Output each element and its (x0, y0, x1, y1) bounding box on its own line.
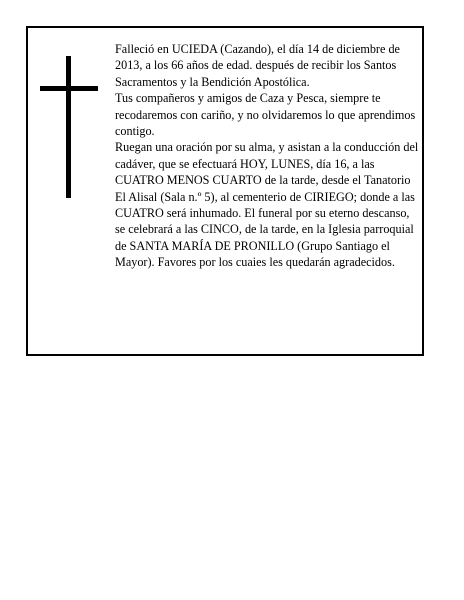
notice-text (115, 41, 420, 271)
cross-vertical-bar (66, 56, 71, 198)
cross-horizontal-bar (40, 86, 98, 91)
notice-paragraph-funeral: Ruegan una oración por su alma, y asistan a la conducción del cadáver, que se efectuará HOY, LUNES, día 16, a las CUATRO MENOS CUARTO de la tarde, desde el Tanatorio El Alisal (Sala n.º 5), al cementerio de CIRIEGO; donde a las CUATRO será inhumado. El funeral por su eterno descanso, se celebrará a las CINCO, de la tarde, en la Iglesia parroquial de SANTA MARÍA DE PRONILLO (Grupo Santiago el Mayor). Favores por los cuaies les quedarán agradecidos. (115, 140, 419, 270)
notice-paragraph-friends: Tus compañeros y amigos de Caza y Pesca, siempre te recodaremos con cariño, y no olvidaremos lo que aprendimos contigo. (115, 91, 416, 139)
obituary-notice (26, 26, 424, 356)
notice-paragraph-death: Falleció en UCIEDA (Cazando), el día 14 de diciembre de 2013, a los 66 años de edad. después de recibir los Santos Sacramentos y la Bendición Apostólica. (115, 42, 400, 89)
cross-icon (40, 56, 98, 198)
